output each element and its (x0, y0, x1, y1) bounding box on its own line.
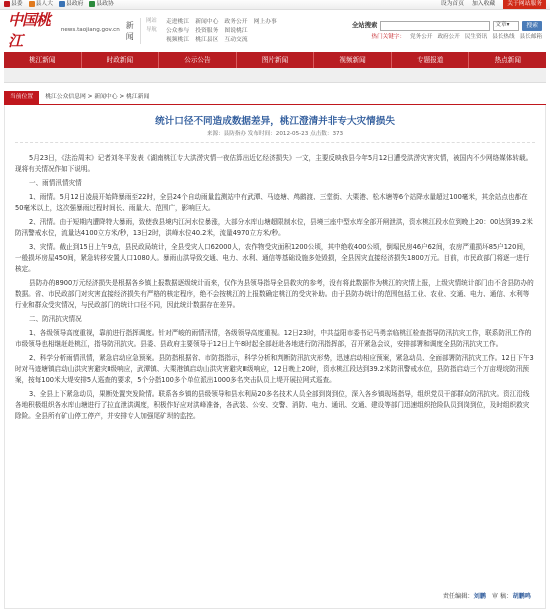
hot-keyword[interactable]: 党务公开 (410, 33, 433, 40)
article-paragraph: 县防办的8900万元经济损失是根据各乡镇上报数据逐级统计而来，仅作为县领导指导全县救灾的参考，没有将此数据作为桃江的灾情上报，上级灾情统计部门由不含县防办的数据。省、市民政部门对灾害直接经济损失有严格的核定程序，绝不会按桃江的上报数确定桃江的受灾补助。由于县防办统计的范围包括工业、农业、交通、电力、通信、水利等行业和群众受灾情况，与民政部门的统计口径不同，因此统计数据存在差异。 (15, 279, 534, 310)
breadcrumb-path[interactable]: 桃江公众信息网 > 新闻中心 > 桃江新闻 (45, 94, 150, 101)
article-paragraph: 1、各级领导高度重视，靠前进行指挥调度。针对严峻的雨情汛情，各级领导高度重视。12日23时，中共益阳市委书记马勇亲临桃江检查指导防汛抗灾工作，联系防汛工作的市级领导也相继赶赴桃江，指导防汛抗灾。县委、县政府主要领导于12日上午8时起全部赶赴各地进行防汛指挥部，召开紧急会议，安排部署和调度全县防汛抗灾工作。 (15, 329, 532, 349)
quicklink[interactable]: 互动交流 (224, 37, 248, 44)
nav-subband (4, 68, 546, 83)
quicklink[interactable] (254, 27, 277, 35)
hot-keyword[interactable]: 民生资讯 (464, 33, 488, 40)
topbar-link-congress[interactable]: 县人大 (29, 0, 53, 8)
quicklink[interactable]: 桃江县区 (195, 37, 219, 44)
article-paragraph: 1、雨情。5月12日凌晨开始降暴雨至22时，全县24个自动雨量监测站中有武潭、马迹塘、鸬鹚渡、三堂街、大栗港、松木塘等6个站降水量超过100毫米，其余站点也都在50毫米以上，这次强暴雨过程时间长、雨量大、范围广，影响巨大。 (15, 193, 528, 213)
article-section-heading: 一、雨情汛情灾情 (29, 179, 82, 188)
quicklink[interactable]: 新闻中心 (195, 18, 219, 25)
search-type-value: 文章 (495, 21, 507, 28)
hot-keywords-label: 热门关键字： (371, 33, 406, 40)
article-paragraph: 2、汛情。由于短期内遭降特大暴雨，致使我县境内江河水位暴涨，大部分水库山塘超限制水位，县境三座中型水库全部开闸泄洪，资水桃江段水位到晚上20：00达到39.2米防汛警戒水位，流量达4100立方米/秒，13日2时，洪峰水位40.2米，流量4970立方米/秒。 (15, 218, 533, 238)
article-paragraph: 2、科学分析雨情汛情，紧急启动应急预案。县防指根据省、市防指指示，科学分析和判断防汛抗灾形势，迅速启动相应预案，紧急动员、全面部署防汛抗灾工作。12日下午3时对马迹塘镇启动山洪灾害避灾Ⅱ级响应，武潭镇、大栗港镇启动山洪灾害避灾Ⅲ级响应，12日晚上20时，资水桃江段达到39.2米防汛警戒水位，县防指启动三个万亩堤垸防汛预案，按每100米大堤安排5人巡查的要求，5个分指100多个单位派出1000多名突击队员上堤开展拉网式巡查。 (15, 354, 534, 385)
current-location-tag: 当前位置 (4, 91, 39, 104)
set-homepage-link[interactable]: 设为首页 (440, 1, 464, 8)
quicklink[interactable]: 走进桃江 (166, 18, 190, 25)
main-nav (4, 52, 546, 68)
article-meta: 来源：县防指办 发布时间：2012-05-23 点击数：373 (15, 131, 535, 143)
search-row (352, 21, 542, 31)
reviewer-name: 胡鹏鸣 (512, 593, 531, 601)
quicklink[interactable]: 公众参与 (166, 27, 190, 34)
nav-item-hot-news[interactable]: 热点新闻 (494, 56, 521, 64)
nav-item-video-news[interactable]: 视频新闻 (314, 52, 392, 68)
breadcrumb (4, 91, 546, 105)
nav-item-photo-news[interactable]: 图片新闻 (237, 52, 315, 68)
quicklinks-group-label: 导航 (146, 26, 157, 33)
hot-keyword[interactable]: 政府公开 (437, 33, 460, 40)
hot-keyword[interactable]: 县长热线 (492, 33, 515, 40)
party-icon (4, 1, 10, 7)
topbar-right (441, 0, 546, 9)
government-icon (59, 1, 65, 7)
hot-keywords (371, 34, 542, 42)
nav-item-special-reports[interactable]: 专题报道 (392, 52, 470, 68)
topbar-link-party[interactable]: 县委 (4, 0, 23, 8)
quicklink[interactable]: 网上办事 (253, 18, 277, 25)
add-favorite-link[interactable]: 加入收藏 (472, 1, 496, 8)
search-button[interactable]: 搜索 (522, 21, 542, 31)
chevron-down-icon: ▾ (506, 21, 510, 28)
quick-links (140, 18, 277, 44)
quicklink[interactable]: 视频桃江 (166, 37, 190, 44)
article-body (15, 153, 535, 422)
logo-domain: news.taojiang.gov.cn (60, 27, 120, 34)
search-type-select[interactable] (493, 21, 519, 31)
quicklink[interactable] (254, 36, 277, 44)
quicklink[interactable]: 图说桃江 (224, 27, 248, 34)
article-footer (443, 593, 531, 602)
article-title: 统计口径不同造成数据差异，桃江澄清并非专大灾情损失 (155, 116, 395, 127)
editor-name: 刘鹏 (473, 593, 486, 601)
topbar-link-government[interactable]: 县政府 (59, 0, 83, 8)
nav-item-announcements[interactable]: 公示公告 (159, 52, 237, 68)
logo-section: 新闻 (125, 20, 134, 41)
nav-item-current-affairs[interactable]: 时政新闻 (82, 52, 160, 68)
about-site-button[interactable]: 关于网站服务 (503, 0, 546, 9)
article-section-heading: 二、防汛抗灾情况 (29, 315, 82, 324)
quicklink[interactable]: 政务公开 (224, 18, 248, 25)
topbar-link-cppcc[interactable]: 县政协 (89, 0, 113, 8)
search-block (352, 21, 542, 42)
cppcc-icon (89, 1, 95, 7)
search-label: 全站搜索 (351, 21, 378, 30)
quicklinks-group-label (146, 36, 160, 44)
logo-domain-block (61, 27, 120, 35)
editor-label: 责任编辑： (442, 593, 474, 601)
reviewer-label: 审 稿： (491, 593, 513, 601)
quicklink[interactable]: 投资服务 (195, 27, 219, 34)
article-paragraph: 3、全县上下紧急动员，果断处置突发险情。联系各乡镇的县级领导和县水利局20多名技术人员全部到岗到位，深入各乡镇现场指导，组织党员干部群众防汛抗灾。资江沿线各地积极组织各水库山塘进行了拉直泄洪调度，积极作好应对洪峰准备，各武装、公安、交警、消防、电力、通讯、交通、建设等部门迅速组织抢险队员到岗到位，及时组织救灾除险。全县所有矿山停工停产，并安排专人加强尾矿坝的监控。 (15, 390, 530, 421)
hot-keyword[interactable]: 县长邮箱 (519, 33, 542, 40)
article-container (4, 105, 546, 609)
quicklinks-group-label: 网站 (146, 17, 157, 24)
site-header (0, 10, 550, 52)
article-paragraph: 5月23日，《法治周末》记者刘冬平发表《湖南桃江专大洪涝灾情一夜估算出近亿经济损失》一文，主要反映我县今年5月12日遭受洪涝灾害灾情，被国内不少网络媒体转载。现将有关情况作如下说明。 (15, 154, 533, 174)
logo-brand: 中国桃江 (8, 11, 51, 50)
site-logo[interactable] (8, 10, 140, 52)
top-utility-bar (0, 0, 550, 10)
article-paragraph: 3、灾情。截止到15日上午9点，县民政局统计，全县受灾人口62000人，农作物受灾面积1200公顷，其中绝收400公顷，倒塌民房46户62间，农房严重损坏85户120间，一般损坏房屋450间，紧急转移安置人口1080人。暴雨山洪导致交通、电力、水利、通信等基础设施多处毁损，全县因灾直接经济损失1800万元。目前，市民政部门将逐一进行核定。 (15, 243, 530, 274)
search-input[interactable] (380, 21, 490, 31)
congress-icon (29, 1, 35, 7)
nav-item-taojiang-news[interactable]: 桃江新闻 (4, 52, 82, 68)
